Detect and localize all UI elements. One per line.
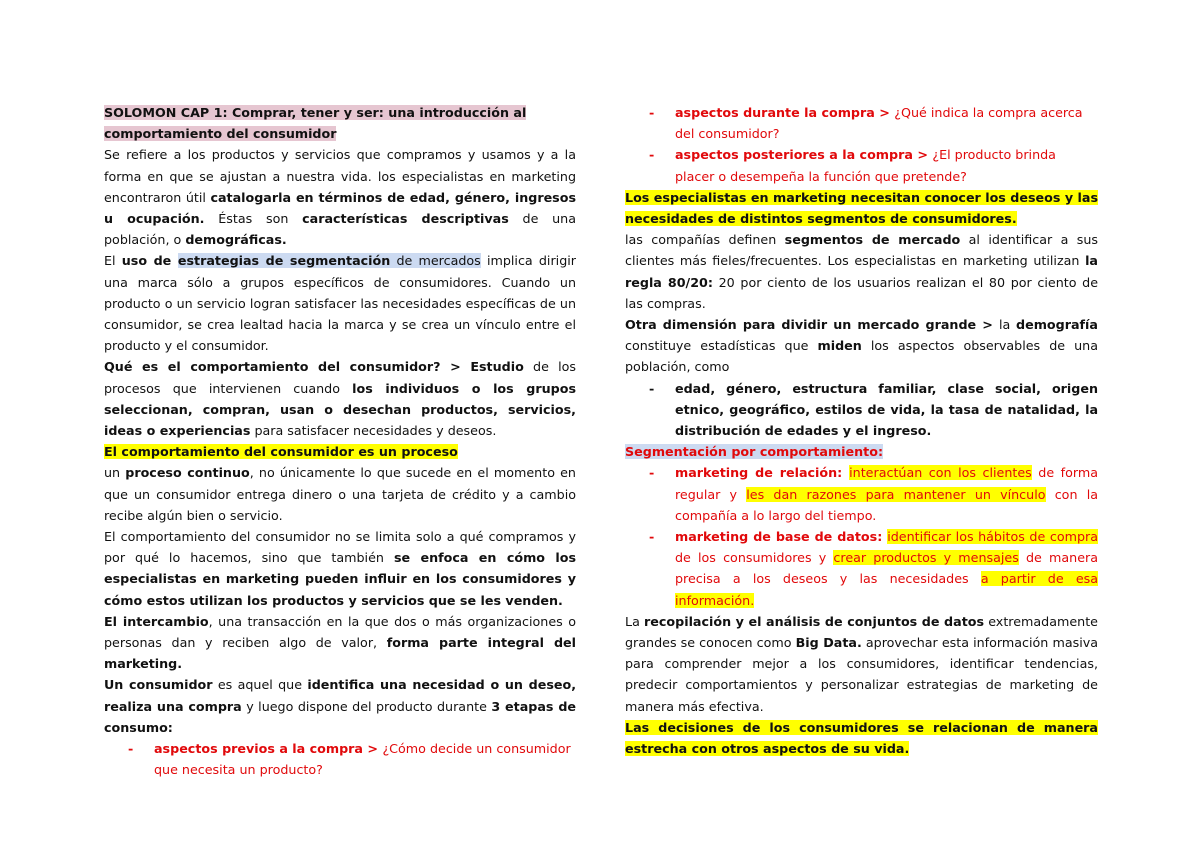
text-run-red-highlight-blue: Segmentación por comportamiento: xyxy=(625,444,884,460)
left-column xyxy=(104,102,576,781)
text-run: de una población, o xyxy=(104,211,576,248)
text-run: es aquel que xyxy=(212,677,308,693)
text-run: El comportamiento del consumidor no se limita solo a qué compramos y por qué lo hacemos, sino que también xyxy=(104,529,576,566)
text-run-highlight-blue: de mercados xyxy=(390,253,481,269)
text-run-red: ¿El producto brinda placer o desempeña la función que pretende? xyxy=(675,147,1056,184)
text-run-bold: identifica una necesidad o un deseo, realiza una compra xyxy=(104,677,577,714)
list-item xyxy=(675,144,1098,186)
text-run: 20 por ciento de los usuarios realizan el 80 por ciento de las compras. xyxy=(625,274,1098,311)
text-run: Éstas son xyxy=(204,211,303,227)
text-run-red: de manera precisa a los deseos y las necesidades xyxy=(675,550,1098,587)
list-item xyxy=(675,526,1098,611)
paragraph-demography xyxy=(625,314,1098,378)
text-run-red: de los consumidores y xyxy=(675,550,834,566)
text-run-bold: edad, género, estructura familiar, clase social, origen etnico, geográfico, estilos de vida, la tasa de natalidad, la distribución de edades y el ingreso. xyxy=(675,380,1098,439)
text-run-bold: forma parte integral del marketing. xyxy=(104,635,576,672)
text-run-red-bold: aspectos posteriores a la compra > xyxy=(675,147,933,163)
text-run: las compañías definen xyxy=(625,232,785,248)
document-title xyxy=(104,102,576,144)
text-run-bold: recopilación y el análisis de conjuntos de datos xyxy=(644,613,985,629)
text-run: los aspectos observables de una población, como xyxy=(625,338,1099,375)
list-item xyxy=(675,378,1098,442)
text-run: Se refiere a los productos y servicios que compramos y usamos y a la forma en que se ajustan a nuestra vida. los especialistas en marketing encontraron útil xyxy=(104,147,576,205)
paragraph-continuous-process xyxy=(104,462,576,526)
text-run: aprovechar esta información masiva para comprender mejor a los consumidores, identificar tendencias, predecir comportamientos y personalizar estrategias de marketing de manera más efectiva. xyxy=(625,635,1099,714)
consumption-stages-list-continued xyxy=(625,102,1098,187)
text-run-bold: uso de xyxy=(121,253,178,269)
text-run-bold: segmentos de mercado xyxy=(784,232,961,248)
text-run-bold: proceso continuo xyxy=(125,465,250,481)
text-run-bold: 3 etapas de consumo: xyxy=(104,698,577,735)
heading-behavioral-segmentation xyxy=(625,441,1098,462)
paragraph-what-is xyxy=(104,356,576,441)
paragraph-consumer xyxy=(104,674,576,738)
text-run: El xyxy=(104,253,122,269)
text-run-bold: miden xyxy=(817,338,862,354)
paragraph-exchange xyxy=(104,611,576,675)
list-item xyxy=(675,102,1098,144)
paragraph-segmentation xyxy=(104,250,576,356)
text-run-red-bold: aspectos previos a la compra > xyxy=(154,741,383,757)
text-run: y luego dispone del producto durante xyxy=(241,698,492,714)
list-item xyxy=(154,738,576,780)
text-run-bold: características descriptivas xyxy=(302,211,509,227)
text-run-red-highlight: interactúan con los clientes xyxy=(849,465,1032,481)
text-run-red-highlight: a partir de esa información. xyxy=(675,571,1099,608)
text-run: de los procesos que intervienen cuando xyxy=(104,359,576,396)
paragraph-definition xyxy=(104,144,576,250)
behavioral-list xyxy=(625,462,1098,610)
text-run-bold: Un consumidor xyxy=(104,677,213,693)
demographics-list xyxy=(625,378,1098,442)
title-line-1: SOLOMON CAP 1: Comprar, tener y ser: una introducción al xyxy=(104,105,527,120)
heading-decisions xyxy=(625,717,1098,759)
text-run-red-bold: marketing de relación: xyxy=(675,465,850,481)
text-run: constituye estadísticas que xyxy=(625,338,818,354)
text-run-highlight-yellow: Los especialistas en marketing necesitan conocer los deseos y las necesidades de distintos segmentos de consumidores. xyxy=(625,189,1098,227)
text-run-bold: la regla 80/20: xyxy=(625,253,1098,290)
text-run-red: ¿Qué indica la compra acerca del consumidor? xyxy=(675,105,1083,142)
text-run-highlight-yellow: El comportamiento del consumidor es un proceso xyxy=(104,444,458,460)
title-line-2: comportamiento del consumidor xyxy=(104,126,337,142)
text-run-bold: demografía xyxy=(1016,317,1098,333)
paragraph-behavior-scope xyxy=(104,526,576,611)
text-run-red-highlight: crear productos y mensajes xyxy=(833,550,1019,566)
text-run: al identificar a sus clientes más fieles/frecuentes. Los especialistas en marketing utilizan xyxy=(625,232,1098,269)
text-run-red-bold: aspectos durante la compra > xyxy=(675,105,895,120)
text-run: , una transacción en la que dos o más organizaciones o personas dan y reciben algo de valor, xyxy=(104,613,576,651)
paragraph-market-segments xyxy=(625,229,1098,314)
consumption-stages-list xyxy=(104,738,576,780)
text-run-bold: Qué es el comportamiento del consumidor? > Estudio xyxy=(104,359,524,375)
text-run-bold: Otra dimensión para dividir un mercado grande > xyxy=(625,317,999,333)
right-column xyxy=(625,102,1098,759)
text-run: La xyxy=(625,613,645,629)
list-item xyxy=(675,462,1098,526)
text-run: un xyxy=(104,465,126,481)
text-run-red-highlight: identificar los hábitos de compra xyxy=(887,529,1098,545)
heading-process xyxy=(104,441,576,462)
text-run-bold: catalogarla en términos de edad, género, ingresos u ocupación. xyxy=(104,189,577,227)
text-run-red: ¿Cómo decide un consumidor que necesita un producto? xyxy=(154,741,571,778)
text-run: implica dirigir una marca sólo a grupos específicos de consumidores. Cuando un producto o un servicio logran satisfacer las necesidades específicas de un consumidor, se crea lealtad hacia la marca y se crea un vínculo entre el producto y el consumidor. xyxy=(104,253,576,354)
paragraph-big-data xyxy=(625,611,1098,717)
text-run: la xyxy=(998,317,1017,333)
text-run-red-bold: marketing de base de datos: xyxy=(675,529,888,545)
text-run-red: de forma regular y xyxy=(675,465,1099,502)
text-run-bold: demográficas. xyxy=(185,232,287,248)
text-run-bold: los individuos o los grupos seleccionan, compran, usan o desechan productos, servicios, ideas o experiencias xyxy=(104,380,576,439)
text-run-highlight-yellow: Las decisiones de los consumidores se relacionan de manera estrecha con otros aspectos de su vida. xyxy=(625,719,1098,757)
text-run: , no únicamente lo que sucede en el momento en que un consumidor entrega dinero o una tarjeta de crédito y a cambio recibe algún bien o servicio. xyxy=(104,465,576,523)
text-run-bold: El intercambio xyxy=(104,613,209,629)
text-run: extremadamente grandes se conocen como xyxy=(625,613,1098,651)
text-run-red: con la compañía a lo largo del tiempo. xyxy=(675,486,1098,523)
text-run-red-highlight: les dan razones para mantener un vínculo xyxy=(746,486,1046,502)
heading-needs xyxy=(625,187,1098,229)
text-run-bold: se enfoca en cómo los especialistas en marketing pueden influir en los consumidores y cómo estos utilizan los productos y servicios que se les venden. xyxy=(104,550,576,608)
text-run-highlight-blue: estrategias de segmentación xyxy=(177,253,391,269)
text-run: para satisfacer necesidades y deseos. xyxy=(250,423,497,439)
text-run-bold: Big Data. xyxy=(795,635,862,651)
